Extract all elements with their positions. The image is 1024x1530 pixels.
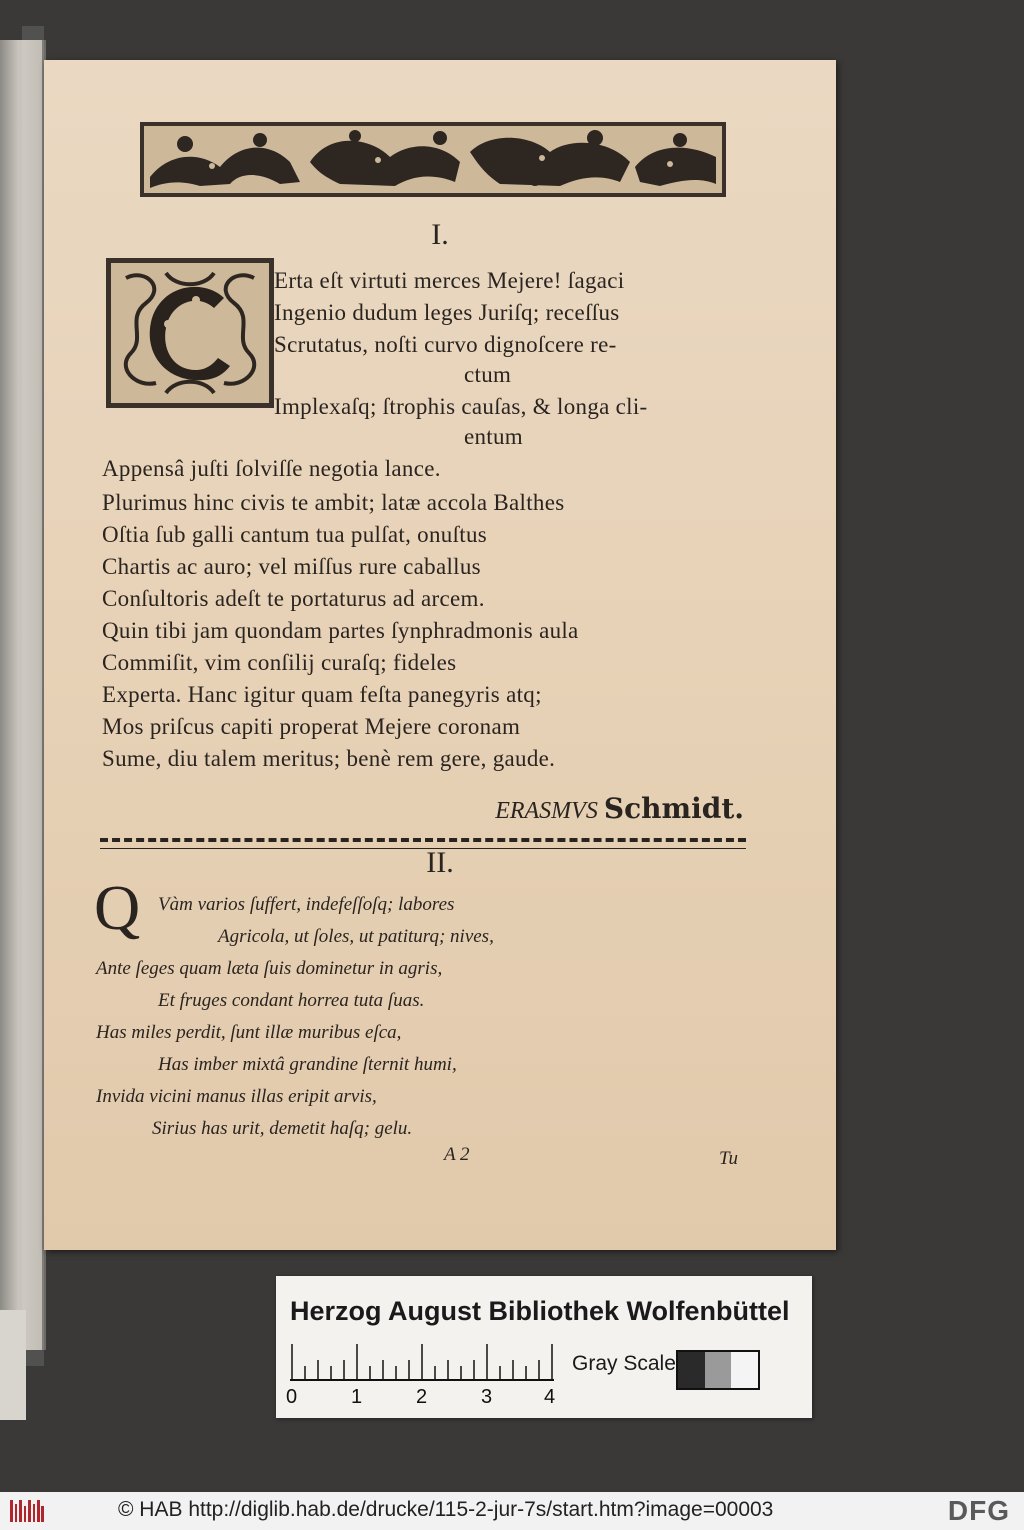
verse-line: Ingenio dudum leges Juriſq; receſſus	[274, 300, 620, 325]
signature-first-name: ERASMVS	[495, 798, 598, 824]
verse-line: Mos priſcus capiti properat Mejere coronam	[102, 714, 521, 739]
signature-mark: A 2	[444, 1144, 470, 1165]
ruler-label: 4	[544, 1386, 556, 1408]
author-signature	[495, 792, 744, 825]
verse-line: Et fruges condant horrea tuta ſuas.	[158, 990, 425, 1011]
verse-line: Chartis ac auro; vel miſſus rure caballus	[102, 554, 481, 579]
dfg-logo: DFG	[947, 1495, 1010, 1526]
verse-line: Erta eſt virtuti merces Mejere! ſagaci	[274, 268, 625, 293]
verse-line: Conſultoris adeſt te portaturus ad arcem.	[102, 586, 485, 611]
adjacent-page-tab	[0, 1310, 26, 1420]
library-color-card	[276, 1276, 812, 1418]
footer-bar	[0, 1492, 1024, 1530]
verse-line: Has miles perdit, ſunt illæ muribus eſca,	[96, 1022, 402, 1043]
ruler-label: 0	[286, 1386, 298, 1408]
section-numeral-2: II.	[426, 846, 454, 879]
book-page	[44, 60, 836, 1250]
gray-scale-label: Gray Scale	[572, 1352, 676, 1375]
ornamental-headpiece-icon	[140, 122, 726, 197]
verse-line: Quin tibi jam quondam partes ſynphradmonis aula	[102, 618, 579, 643]
library-card-title: Herzog August Bibliothek Wolfenbüttel	[290, 1296, 790, 1326]
gray-swatch-dark	[678, 1352, 705, 1388]
signature-last-name: Schmidt.	[603, 792, 744, 825]
initial-letter-q: Q	[94, 872, 141, 943]
catchword: Tu	[719, 1148, 739, 1169]
decorated-initial-c-icon	[106, 258, 274, 408]
verse-line: Commiſit, vim conſilij curaſq; fideles	[102, 650, 457, 675]
verse-line: Agricola, ut ſoles, ut patiturq; nives,	[218, 926, 494, 947]
gray-swatch-light	[731, 1352, 758, 1388]
ruler-label: 3	[481, 1386, 493, 1408]
ruler-label: 2	[416, 1386, 428, 1408]
verse-line: Appensâ juſti ſolviſſe negotia lance.	[102, 456, 441, 481]
verse-line: ctum	[464, 362, 512, 387]
verse-line: Sirius has urit, demetit haſq; gelu.	[152, 1118, 413, 1139]
verse-line: entum	[464, 424, 523, 449]
ruler-label: 1	[351, 1386, 363, 1408]
section-numeral-1: I.	[431, 218, 449, 251]
copyright-url[interactable]: © HAB http://diglib.hab.de/drucke/115-2-jur-7s/start.htm?image=00003	[118, 1498, 774, 1521]
verse-line: Sume, diu talem meritus; benè rem gere, gaude.	[102, 746, 556, 771]
gray-scale-swatch	[676, 1350, 760, 1390]
verse-line: Scrutatus, noſti curvo dignoſcere re-	[274, 332, 617, 357]
ruler-scale-icon	[290, 1342, 560, 1382]
verse-line: Invida vicini manus illas eripit arvis,	[96, 1086, 377, 1107]
verse-line: Experta. Hanc igitur quam feſta panegyris atq;	[102, 682, 542, 707]
verse-line: Has imber mixtâ grandine ſternit humi,	[158, 1054, 457, 1075]
verse-line: Implexaſq; ſtrophis cauſas, & longa cli-	[274, 394, 648, 419]
verse-line: Ante ſeges quam læta ſuis dominetur in agris,	[96, 958, 443, 979]
gray-swatch-mid	[705, 1352, 732, 1388]
barcode-logo-icon	[10, 1500, 44, 1522]
verse-line: Oſtia ſub galli cantum tua pulſat, onuſtus	[102, 522, 488, 547]
verse-line: Vàm varios ſuffert, indefeſſoſq; labores	[158, 894, 455, 915]
verse-line: Plurimus hinc civis te ambit; latæ accola Balthes	[102, 490, 565, 515]
plastic-sleeve	[22, 26, 44, 1366]
